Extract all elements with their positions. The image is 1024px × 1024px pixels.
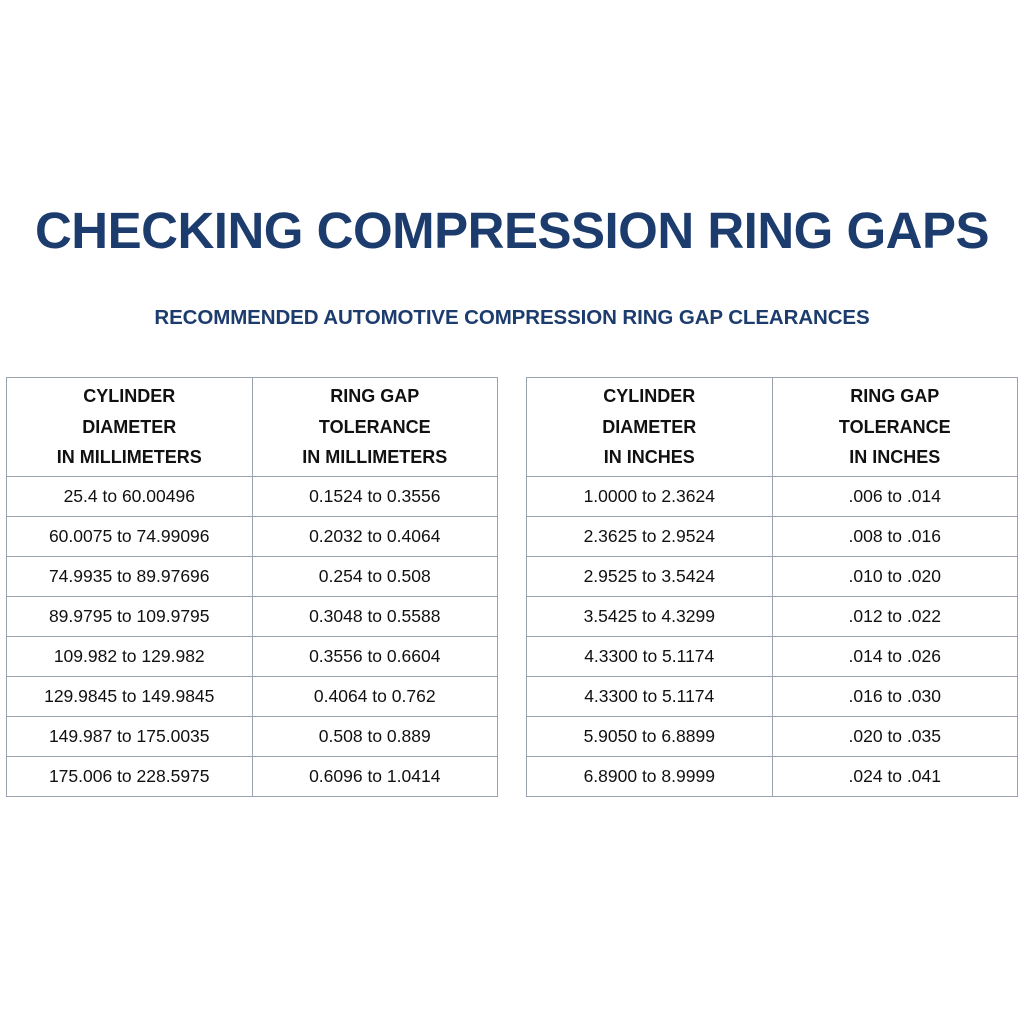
imperial-tolerance-cell: .024 to .041 — [772, 757, 1018, 797]
table-row — [7, 757, 498, 797]
imperial-tolerance-cell: .012 to .022 — [772, 597, 1018, 637]
table-row — [527, 677, 1018, 717]
metric-ring-gap-table — [6, 377, 498, 797]
metric-header-gap-line1: RING GAP — [330, 385, 420, 406]
metric-tolerance-cell: 0.254 to 0.508 — [252, 557, 498, 597]
imperial-diameter-cell: 3.5425 to 4.3299 — [527, 597, 773, 637]
imperial-header-ring-gap-tolerance — [772, 378, 1018, 477]
metric-tolerance-cell: 0.3048 to 0.5588 — [252, 597, 498, 637]
imperial-table-body — [527, 477, 1018, 797]
metric-header-cylinder-line3: IN MILLIMETERS — [56, 447, 202, 468]
table-row — [527, 557, 1018, 597]
table-row — [527, 637, 1018, 677]
table-row — [527, 717, 1018, 757]
metric-diameter-cell: 89.9795 to 109.9795 — [7, 597, 253, 637]
table-row — [7, 597, 498, 637]
imperial-tolerance-cell: .016 to .030 — [772, 677, 1018, 717]
table-row — [7, 677, 498, 717]
imperial-header-gap-line1: RING GAP — [850, 385, 940, 406]
metric-header-gap-line3: IN MILLIMETERS — [302, 447, 448, 468]
metric-tolerance-cell: 0.3556 to 0.6604 — [252, 637, 498, 677]
table-row — [7, 717, 498, 757]
metric-diameter-cell: 129.9845 to 149.9845 — [7, 677, 253, 717]
metric-tolerance-cell: 0.2032 to 0.4064 — [252, 517, 498, 557]
metric-tolerance-cell: 0.6096 to 1.0414 — [252, 757, 498, 797]
imperial-header-cylinder-line3: IN INCHES — [603, 447, 695, 468]
metric-header-ring-gap-tolerance — [252, 378, 498, 477]
metric-header-gap-line2: TOLERANCE — [318, 416, 431, 437]
table-row — [7, 517, 498, 557]
imperial-header-row — [527, 378, 1018, 477]
metric-header-cylinder-line1: CYLINDER — [83, 385, 176, 406]
metric-header-cylinder-line2: DIAMETER — [82, 416, 177, 437]
metric-diameter-cell: 74.9935 to 89.97696 — [7, 557, 253, 597]
imperial-header-cylinder-line2: DIAMETER — [602, 416, 697, 437]
imperial-tolerance-cell: .020 to .035 — [772, 717, 1018, 757]
imperial-diameter-cell: 2.9525 to 3.5424 — [527, 557, 773, 597]
table-row — [527, 517, 1018, 557]
table-row — [7, 637, 498, 677]
metric-diameter-cell: 25.4 to 60.00496 — [7, 477, 253, 517]
metric-diameter-cell: 60.0075 to 74.99096 — [7, 517, 253, 557]
imperial-header-gap-line2: TOLERANCE — [838, 416, 951, 437]
imperial-table-head — [527, 378, 1018, 477]
metric-diameter-cell: 149.987 to 175.0035 — [7, 717, 253, 757]
metric-header-row — [7, 378, 498, 477]
metric-diameter-cell: 175.006 to 228.5975 — [7, 757, 253, 797]
imperial-header-cylinder-line1: CYLINDER — [603, 385, 696, 406]
imperial-header-cylinder-diameter — [527, 378, 773, 477]
table-row — [527, 477, 1018, 517]
metric-tolerance-cell: 0.508 to 0.889 — [252, 717, 498, 757]
imperial-diameter-cell: 1.0000 to 2.3624 — [527, 477, 773, 517]
table-row — [7, 477, 498, 517]
metric-tolerance-cell: 0.4064 to 0.762 — [252, 677, 498, 717]
imperial-diameter-cell: 4.3300 to 5.1174 — [527, 677, 773, 717]
imperial-diameter-cell: 5.9050 to 6.8899 — [527, 717, 773, 757]
imperial-tolerance-cell: .006 to .014 — [772, 477, 1018, 517]
metric-diameter-cell: 109.982 to 129.982 — [7, 637, 253, 677]
tables-container — [6, 377, 1018, 797]
imperial-diameter-cell: 4.3300 to 5.1174 — [527, 637, 773, 677]
page-subtitle: RECOMMENDED AUTOMOTIVE COMPRESSION RING GAP CLEARANCES — [154, 306, 870, 329]
imperial-header-gap-line3: IN INCHES — [849, 447, 941, 468]
table-row — [527, 757, 1018, 797]
metric-tolerance-cell: 0.1524 to 0.3556 — [252, 477, 498, 517]
imperial-ring-gap-table — [526, 377, 1018, 797]
metric-table-body — [7, 477, 498, 797]
imperial-tolerance-cell: .010 to .020 — [772, 557, 1018, 597]
metric-table-head — [7, 378, 498, 477]
metric-header-cylinder-diameter — [7, 378, 253, 477]
imperial-tolerance-cell: .014 to .026 — [772, 637, 1018, 677]
imperial-diameter-cell: 6.8900 to 8.9999 — [527, 757, 773, 797]
page-title: CHECKING COMPRESSION RING GAPS — [34, 202, 990, 259]
imperial-tolerance-cell: .008 to .016 — [772, 517, 1018, 557]
imperial-diameter-cell: 2.3625 to 2.9524 — [527, 517, 773, 557]
table-row — [527, 597, 1018, 637]
table-row — [7, 557, 498, 597]
